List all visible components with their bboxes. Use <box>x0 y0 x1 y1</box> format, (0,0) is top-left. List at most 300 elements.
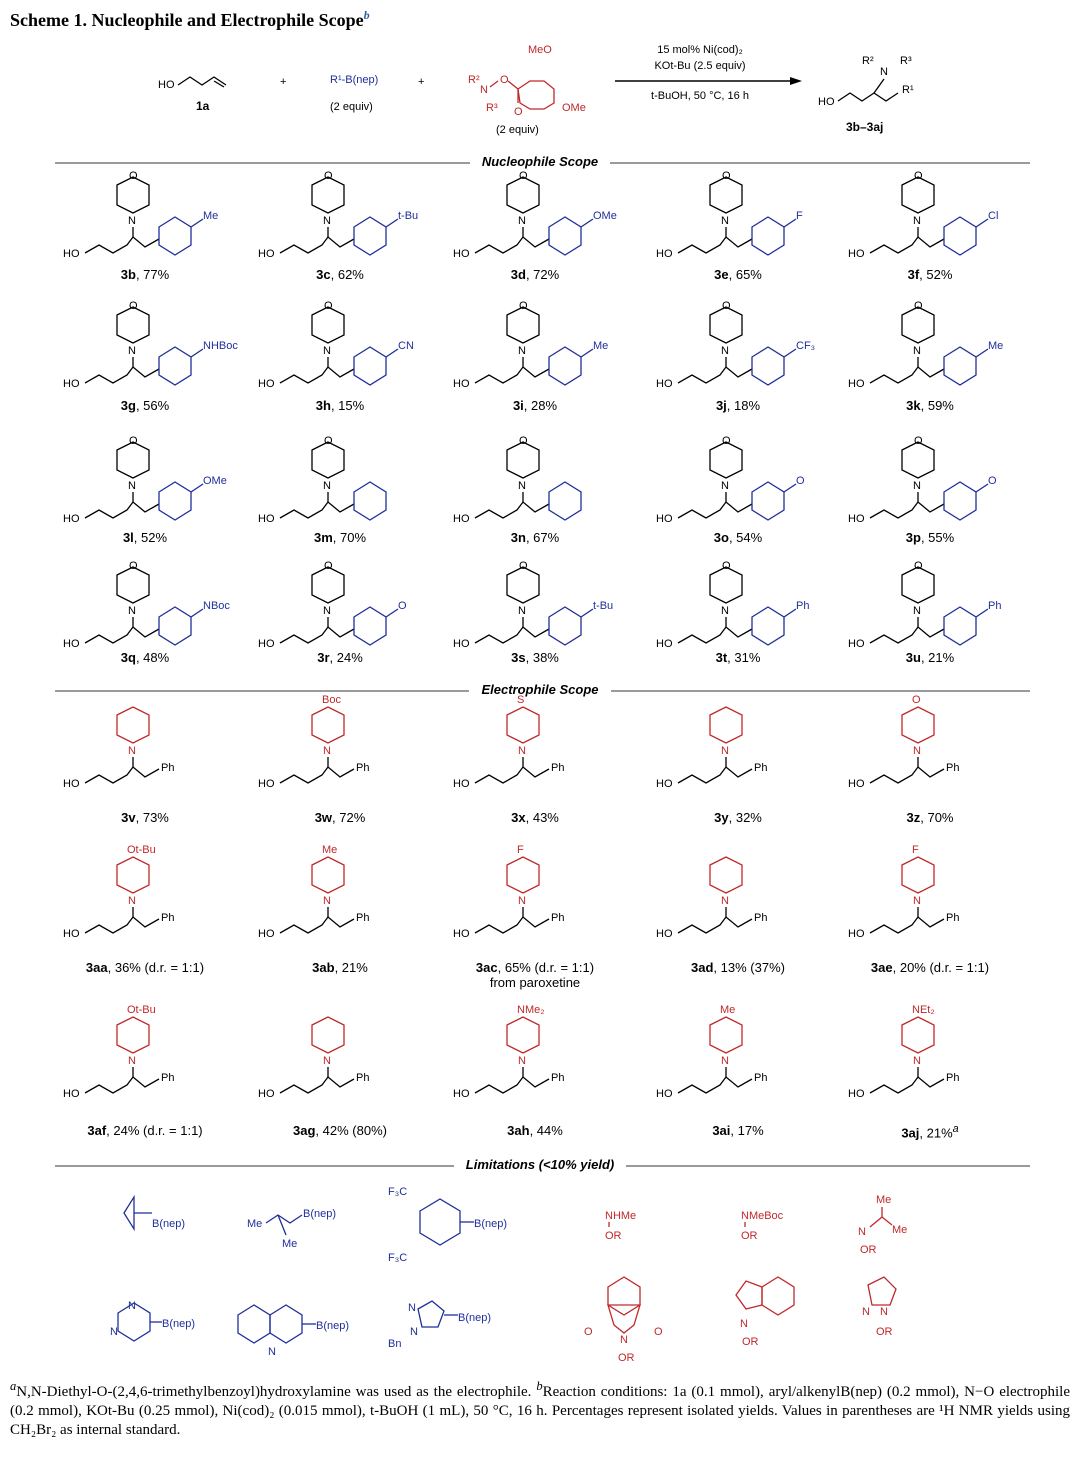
amine-n-label: N <box>721 215 729 227</box>
phenyl-label: Ph <box>161 1072 175 1084</box>
aryl-ring <box>549 217 581 255</box>
compound-yield: , 59% <box>920 398 954 413</box>
limit-cf3-top: F₃C <box>388 1186 408 1198</box>
compound-yield: , 43% <box>525 810 559 825</box>
compound-id: 3o <box>713 530 729 545</box>
phenyl-label: Ph <box>161 912 175 924</box>
amine-ring <box>117 567 149 603</box>
morpholine-o-label: O <box>914 560 923 572</box>
amine-ring <box>902 307 934 343</box>
amine-substituent: Me <box>322 844 338 856</box>
compound-id: 3f <box>907 267 920 282</box>
compound-id: 3l <box>122 530 134 545</box>
compound-id: 3p <box>905 530 921 545</box>
aryl-ring <box>549 347 581 385</box>
limit-pyr-n1: N <box>408 1302 416 1314</box>
amine-ring <box>312 442 344 478</box>
compound-id: 3ai <box>712 1123 731 1138</box>
section-limitations <box>0 1157 1080 1172</box>
limit-or-1: OR <box>605 1230 622 1242</box>
ho-label: HO <box>63 513 80 525</box>
compound-yield: , 73% <box>135 810 169 825</box>
compound-yield: , 36% (d.r. = 1:1) <box>107 960 205 975</box>
compound-id: 3s <box>511 650 526 665</box>
compound-footnote-mark: a <box>952 1123 959 1135</box>
nuc-structure-3p <box>840 435 1020 532</box>
ele-structure-3y <box>648 705 828 797</box>
amine-n-label: N <box>323 745 331 757</box>
footnote-a-mark: a <box>10 1379 17 1393</box>
compound-yield: , 28% <box>523 398 558 413</box>
limit-phthalimide <box>584 1277 663 1364</box>
compound-label-3g <box>37 398 253 413</box>
limit-pyrazole-n <box>862 1277 896 1338</box>
morpholine-o-label: O <box>722 560 731 572</box>
nuc-structure-3o <box>648 435 828 532</box>
scheme-title-text: Scheme 1. Nucleophile and Electrophile Scope <box>10 10 364 30</box>
nucleophile-equiv: (2 equiv) <box>330 101 373 113</box>
aryl-ring <box>944 482 976 520</box>
section-nucleophile-label: Nucleophile Scope <box>470 154 610 169</box>
ho-label: HO <box>258 638 275 650</box>
compound-label-3d <box>427 267 643 282</box>
nuc-structure-3s <box>445 560 625 657</box>
compound-yield: , 72% <box>525 267 560 282</box>
electrophile-r2: R² <box>468 74 480 86</box>
footnote-a-text: N,N-Diethyl-O-(2,4,6-trimethylbenzoyl)hydroxylamine was used as the electrophile. <box>16 1384 537 1400</box>
limit-pz-n1: N <box>862 1306 870 1318</box>
amine-n-label: N <box>518 605 526 617</box>
ele-structure-3v <box>55 705 235 797</box>
aryl-ring <box>944 217 976 255</box>
amine-n-label: N <box>913 480 921 492</box>
limit-quin-n: N <box>268 1346 276 1358</box>
compound-id: 3af <box>87 1123 107 1138</box>
ele-structure-3ab <box>250 844 430 947</box>
nuc-structure-3n <box>445 435 625 532</box>
amine-ring <box>117 442 149 478</box>
amine-ring <box>710 857 742 893</box>
limit-oxime-me1: Me <box>876 1194 892 1206</box>
compound-id: 3x <box>511 810 526 825</box>
electrophile-r3: R³ <box>486 102 498 114</box>
ho-label: HO <box>656 513 673 525</box>
nucleophile-reagent: R¹-B(nep) <box>330 74 379 86</box>
amine-n-label: N <box>721 345 729 357</box>
ele-structure-3aa <box>55 844 235 947</box>
compound-id: 3e <box>714 267 729 282</box>
amine-n-label: N <box>323 345 331 357</box>
compound-yield: , 65% (d.r. = 1:1) <box>497 960 595 975</box>
ho-label: HO <box>848 928 865 940</box>
limit-or-2: OR <box>741 1230 758 1242</box>
aryl-ring <box>944 347 976 385</box>
compound-id: 3y <box>714 810 729 825</box>
limit-or-5: OR <box>742 1336 759 1348</box>
ho-label: HO <box>63 778 80 790</box>
phenyl-label: Ph <box>356 762 370 774</box>
compound-yield: , 24% <box>329 650 363 665</box>
ho-label: HO <box>656 928 673 940</box>
amine-ring <box>312 857 344 893</box>
morpholine-o-label: O <box>722 300 731 312</box>
ho-label: HO <box>258 928 275 940</box>
amine-n-label: N <box>128 480 136 492</box>
amine-n-label: N <box>323 215 331 227</box>
limit-bn: Bn <box>388 1338 402 1350</box>
compound-id: 3h <box>315 398 331 413</box>
aryl-substituent: OMe <box>203 475 227 487</box>
compound-label-3s <box>427 650 643 665</box>
nuc-structure-3u <box>840 560 1020 657</box>
amine-n-label: N <box>913 1055 921 1067</box>
compound-label-3ae <box>822 960 1038 975</box>
ho-label: HO <box>453 1088 470 1100</box>
compound-label-3c <box>232 267 448 282</box>
amine-ring <box>507 177 539 213</box>
amine-ring <box>902 857 934 893</box>
compound-yield: , 32% <box>728 810 762 825</box>
aryl-ring <box>549 482 581 520</box>
phenyl-label: Ph <box>946 1072 960 1084</box>
aryl-substituent: OMe <box>593 210 617 222</box>
limit-bis-cf3-phenyl <box>388 1186 507 1264</box>
compound-id: 3j <box>715 398 727 413</box>
compound-id: 3ac <box>475 960 498 975</box>
ele-structure-3ad <box>648 855 828 947</box>
compound-label-3v <box>37 810 253 825</box>
amine-ring <box>507 707 539 743</box>
section-limitations-label: Limitations (<10% yield) <box>454 1157 626 1172</box>
nuc-structure-3e <box>648 170 828 267</box>
compound-label-3ah <box>427 1123 643 1138</box>
compound-yield: , 20% (d.r. = 1:1) <box>892 960 990 975</box>
aryl-substituent: Me <box>593 340 609 352</box>
nuc-structure-3l <box>55 435 235 532</box>
limit-pz-n2: N <box>880 1306 888 1318</box>
compound-yield: , 42% (80%) <box>315 1123 387 1138</box>
morpholine-o-label: O <box>324 435 333 447</box>
aryl-ring <box>752 607 784 645</box>
limit-cf3-bottom: F₃C <box>388 1252 408 1264</box>
compound-yield: , 21% <box>919 1125 953 1141</box>
compound-yield: , 31% <box>727 650 761 665</box>
compound-label-3q <box>37 650 253 665</box>
ho-label: HO <box>63 248 80 260</box>
compound-id: 3n <box>510 530 526 545</box>
compound-yield: , 62% <box>330 267 364 282</box>
limit-bnep-5: B(nep) <box>316 1320 350 1332</box>
limit-bnep-2: B(nep) <box>303 1208 337 1220</box>
amine-ring <box>902 1017 934 1053</box>
amine-ring <box>507 567 539 603</box>
amine-substituent: O <box>912 694 921 706</box>
compound-id: 3r <box>317 650 330 665</box>
limit-indole <box>736 1277 794 1348</box>
compound-label-3w <box>232 810 448 825</box>
substrate-1a <box>158 77 226 113</box>
ele-structure-3ac <box>445 844 625 947</box>
compound-label-3ab <box>232 960 448 975</box>
ho-label: HO <box>848 513 865 525</box>
compound-id: 3aj <box>901 1125 920 1141</box>
compound-yield: , 44% <box>529 1123 563 1138</box>
compound-yield: , 70% <box>920 810 954 825</box>
electrophile-ome: OMe <box>562 102 586 114</box>
ho-label: HO <box>453 638 470 650</box>
ele-structure-3z <box>840 694 1020 797</box>
ele-structure-3ah <box>445 1004 625 1107</box>
limit-pym-n2: N <box>110 1326 118 1338</box>
limit-me-2: Me <box>282 1238 298 1250</box>
nuc-structure-3d <box>445 170 625 267</box>
nuc-structure-3i <box>445 300 625 397</box>
ele-structure-3x <box>445 694 625 797</box>
amine-n-label: N <box>913 345 921 357</box>
electrophile-carbonyl-o: O <box>514 106 523 118</box>
compound-label-3k <box>822 398 1038 413</box>
limit-oxime-me2: Me <box>892 1224 908 1236</box>
compound-label-3b <box>37 267 253 282</box>
compound-label-3f <box>822 267 1038 282</box>
amine-substituent: F <box>912 844 919 856</box>
phenyl-label: Ph <box>551 1072 565 1084</box>
amine-n-label: N <box>913 745 921 757</box>
compound-id: 3c <box>316 267 331 282</box>
amine-n-label: N <box>721 1055 729 1067</box>
compound-note: from paroxetine <box>489 975 581 990</box>
ho-label: HO <box>453 248 470 260</box>
nuc-structure-3j <box>648 300 828 397</box>
nuc-structure-3m <box>250 435 430 532</box>
limit-phth-n: N <box>620 1334 628 1346</box>
ele-structure-3ai <box>648 1004 828 1107</box>
substrate-label: 1a <box>196 99 210 113</box>
compound-id: 3v <box>121 810 136 825</box>
amine-ring <box>902 177 934 213</box>
limit-nhme <box>605 1210 636 1242</box>
amine-ring <box>507 1017 539 1053</box>
amine-ring <box>117 1017 149 1053</box>
ele-structure-3aj <box>840 1004 1020 1107</box>
morpholine-o-label: O <box>914 300 923 312</box>
limit-bnep-3: B(nep) <box>474 1218 508 1230</box>
ele-structure-3ag <box>250 1015 430 1107</box>
limit-or-4: OR <box>618 1352 635 1364</box>
ho-label: HO <box>63 638 80 650</box>
compound-id: 3q <box>120 650 136 665</box>
amine-n-label: N <box>128 895 136 907</box>
ele-structure-3w <box>250 694 430 797</box>
nuc-structure-3c <box>250 170 430 267</box>
nuc-structure-3r <box>250 560 430 657</box>
compound-label-3ag <box>232 1123 448 1138</box>
ho-label: HO <box>258 513 275 525</box>
amine-ring <box>117 707 149 743</box>
compound-label-3j <box>630 398 846 413</box>
amine-ring <box>710 442 742 478</box>
condition-solvent: t-BuOH, 50 °C, 16 h <box>651 90 749 102</box>
compound-label-3n <box>427 530 643 545</box>
aryl-ring <box>752 217 784 255</box>
ho-label: HO <box>656 638 673 650</box>
limit-pyr-n2: N <box>410 1326 418 1338</box>
aryl-ring <box>159 347 191 385</box>
amine-n-label: N <box>323 895 331 907</box>
limit-nmeboc-label: NMeBoc <box>741 1210 784 1222</box>
limit-isobutyl <box>247 1208 336 1250</box>
compound-yield: , 65% <box>728 267 762 282</box>
compound-id: 3ab <box>312 960 335 975</box>
limit-pyrimidinyl <box>110 1300 195 1341</box>
nuc-structure-3b <box>55 170 235 267</box>
morpholine-o-label: O <box>722 435 731 447</box>
nuc-structure-3g <box>55 300 238 397</box>
amine-ring <box>507 857 539 893</box>
amine-substituent: Ot-Bu <box>127 844 156 856</box>
limit-nmeboc <box>741 1210 784 1242</box>
compound-label-3af <box>37 1123 253 1138</box>
electrophile-reagent <box>468 44 586 136</box>
amine-ring <box>710 567 742 603</box>
compound-label-3aa <box>37 960 253 975</box>
limit-ind-n: N <box>740 1318 748 1330</box>
amine-n-label: N <box>323 480 331 492</box>
aryl-ring <box>159 217 191 255</box>
compound-id: 3ah <box>507 1123 530 1138</box>
compound-id: 3ad <box>691 960 714 975</box>
ho-label: HO <box>848 778 865 790</box>
morpholine-o-label: O <box>129 560 138 572</box>
limit-me-1: Me <box>247 1218 263 1230</box>
aryl-substituent: F <box>796 210 803 222</box>
aryl-ring <box>752 482 784 520</box>
compound-id: 3d <box>510 267 526 282</box>
compound-label-3ac <box>427 960 643 990</box>
compound-yield: , 15% <box>330 398 365 413</box>
compound-yield: , 17% <box>730 1123 764 1138</box>
nuc-structure-3k <box>840 300 1020 397</box>
product-r1: R¹ <box>902 84 914 96</box>
amine-n-label: N <box>323 605 331 617</box>
morpholine-o-label: O <box>519 300 528 312</box>
compound-label-3z <box>822 810 1038 825</box>
amine-n-label: N <box>721 895 729 907</box>
compound-label-3t <box>630 650 846 665</box>
ho-label: HO <box>453 778 470 790</box>
compound-yield: , 67% <box>525 530 560 545</box>
footnote <box>10 1377 1070 1440</box>
amine-n-label: N <box>128 745 136 757</box>
compound-id: 3u <box>905 650 921 665</box>
compound-yield: , 13% (37%) <box>713 960 785 975</box>
aryl-substituent: Me <box>988 340 1004 352</box>
compound-yield: , 21% <box>334 960 368 975</box>
morpholine-o-label: O <box>519 560 528 572</box>
compound-yield: , 48% <box>135 650 170 665</box>
phenyl-label: Ph <box>754 762 768 774</box>
compound-label-3ai <box>630 1123 846 1138</box>
aryl-ring <box>944 607 976 645</box>
limit-bnep-4: B(nep) <box>162 1318 196 1330</box>
amine-ring <box>312 707 344 743</box>
amine-ring <box>710 707 742 743</box>
aryl-ring <box>159 482 191 520</box>
section-nucleophile <box>0 154 1080 169</box>
morpholine-o-label: O <box>324 300 333 312</box>
phenyl-label: Ph <box>551 912 565 924</box>
amine-ring <box>117 857 149 893</box>
compound-label-3m <box>232 530 448 545</box>
compound-label-3ad <box>630 960 846 975</box>
compound-id: 3ag <box>293 1123 316 1138</box>
amine-substituent: F <box>517 844 524 856</box>
compound-label-3i <box>427 398 643 413</box>
aryl-ring <box>354 607 386 645</box>
amine-n-label: N <box>323 1055 331 1067</box>
nuc-structure-3f <box>840 170 1020 267</box>
morpholine-o-label: O <box>722 170 731 182</box>
product-general <box>818 55 914 134</box>
compound-id: 3m <box>313 530 333 545</box>
ho-label: HO <box>656 1088 673 1100</box>
phenyl-label: Ph <box>754 912 768 924</box>
ho-label: HO <box>848 378 865 390</box>
compound-label-3r <box>232 650 448 665</box>
compound-yield: , 38% <box>525 650 559 665</box>
compound-label-3h <box>232 398 448 413</box>
condition-catalyst: 15 mol% Ni(cod)₂ <box>657 44 743 56</box>
amine-n-label: N <box>721 745 729 757</box>
condition-base: KOt-Bu (2.5 equiv) <box>654 60 746 72</box>
limit-cyclopropyl <box>124 1197 185 1230</box>
aryl-substituent: Me <box>203 210 219 222</box>
compound-label-3x <box>427 810 643 825</box>
product-n: N <box>880 66 888 78</box>
amine-n-label: N <box>913 215 921 227</box>
aryl-ring <box>752 347 784 385</box>
amine-ring <box>312 177 344 213</box>
compound-id: 3ae <box>870 960 893 975</box>
amine-ring <box>312 307 344 343</box>
amine-n-label: N <box>518 480 526 492</box>
compound-id: 3aa <box>85 960 108 975</box>
electrophile-meo: MeO <box>528 44 552 56</box>
amine-ring <box>710 177 742 213</box>
aryl-ring <box>549 607 581 645</box>
limit-pym-n1: N <box>128 1300 136 1312</box>
ho-label: HO <box>656 778 673 790</box>
morpholine-o-label: O <box>324 560 333 572</box>
phenyl-label: Ph <box>161 762 175 774</box>
limit-bnep-1: B(nep) <box>152 1218 186 1230</box>
compound-yield: , 24% (d.r. = 1:1) <box>106 1123 203 1138</box>
product-ho: HO <box>818 96 835 108</box>
compound-yield: , 56% <box>135 398 170 413</box>
compound-label-3o <box>630 530 846 545</box>
compound-yield: , 70% <box>332 530 367 545</box>
aryl-ring <box>159 607 191 645</box>
morpholine-o-label: O <box>914 170 923 182</box>
amine-substituent: Ot-Bu <box>127 1004 156 1016</box>
nuc-structure-3t <box>648 560 828 657</box>
amine-ring <box>507 307 539 343</box>
phenyl-label: Ph <box>946 912 960 924</box>
ho-label: HO <box>453 513 470 525</box>
product-r3: R³ <box>900 55 912 67</box>
amine-n-label: N <box>518 345 526 357</box>
limit-phth-o1: O <box>584 1326 593 1338</box>
